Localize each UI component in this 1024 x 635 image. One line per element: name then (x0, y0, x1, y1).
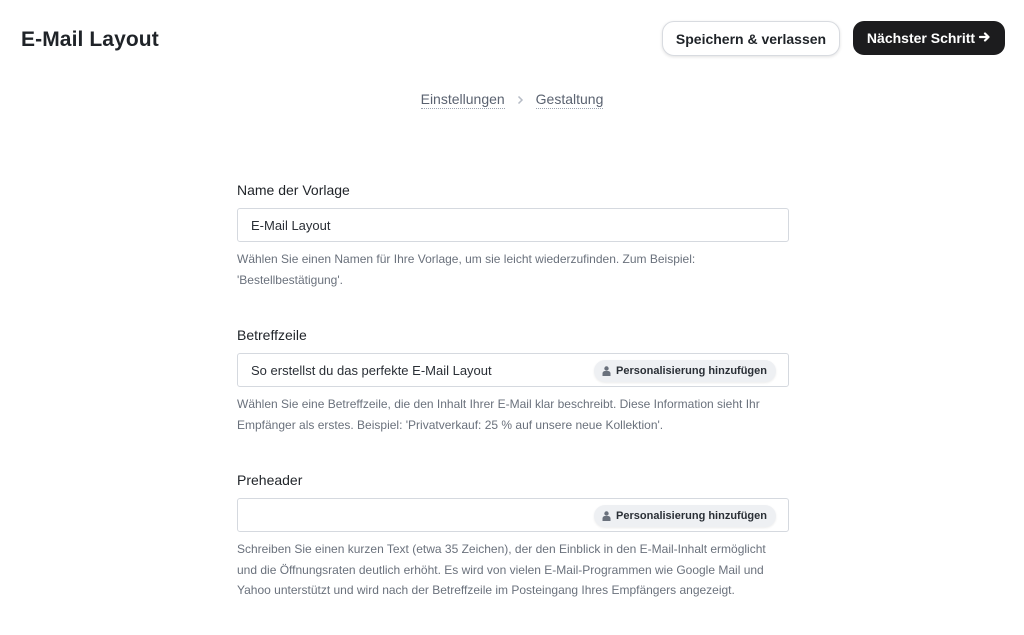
breadcrumb-item-settings[interactable]: Einstellungen (420, 91, 505, 107)
preheader-add-personalization-button[interactable] (594, 505, 776, 527)
subject-line-help: Wählen Sie eine Betreffzeile, die den Inhalt Ihrer E-Mail klar beschreibt. Diese Information sieht Ihr Empfänger als erstes. Beispiel: 'Privatverkauf: 25 % auf unsere neue Kollektion'. (237, 397, 760, 432)
subject-line-label: Betreffzeile (237, 327, 307, 343)
preheader-input-wrapper (237, 498, 789, 532)
preheader-help: Schreiben Sie einen kurzen Text (etwa 35 Zeichen), der den Einblick in den E-Mail-Inhalt ermöglicht und die Öffnungsraten deutlich erhöht. Es wird von vielen E-Mail-Programmen wie Google Mail und Yahoo unterstützt und wird nach der Betreffzeile im Posteingang Ihres Empfängers angezeigt. (237, 542, 766, 597)
field-template-name (237, 180, 789, 325)
subject-line-input[interactable] (238, 355, 578, 385)
page-header (0, 0, 1024, 80)
page-title: E-Mail Layout (21, 28, 159, 51)
breadcrumb (0, 91, 1024, 109)
preheader-input[interactable] (238, 500, 578, 530)
field-subject-line (237, 325, 789, 470)
breadcrumb-item-design[interactable]: Gestaltung (535, 91, 604, 107)
subject-add-personalization-button[interactable] (594, 360, 776, 382)
template-name-input[interactable] (238, 210, 578, 240)
user-icon (602, 511, 611, 521)
template-settings-form (237, 180, 789, 601)
chevron-right-icon (517, 93, 524, 108)
arrow-right-icon (979, 30, 991, 46)
user-icon (602, 366, 611, 376)
next-step-label: Nächster Schritt (866, 30, 976, 46)
save-and-exit-button[interactable]: Speichern & verlassen (662, 21, 840, 56)
subject-add-personalization-label: Personalisierung hinzufügen (616, 365, 767, 377)
next-step-button[interactable] (853, 21, 1005, 55)
preheader-label: Preheader (237, 472, 303, 488)
preheader-add-personalization-label: Personalisierung hinzufügen (616, 510, 767, 522)
template-name-label: Name der Vorlage (237, 182, 350, 198)
template-name-input-wrapper (237, 208, 789, 242)
template-name-help: Wählen Sie einen Namen für Ihre Vorlage, um sie leicht wiederzufinden. Zum Beispiel: 'Bestellbestätigung'. (237, 252, 696, 287)
subject-line-input-wrapper (237, 353, 789, 387)
field-preheader (237, 470, 789, 601)
